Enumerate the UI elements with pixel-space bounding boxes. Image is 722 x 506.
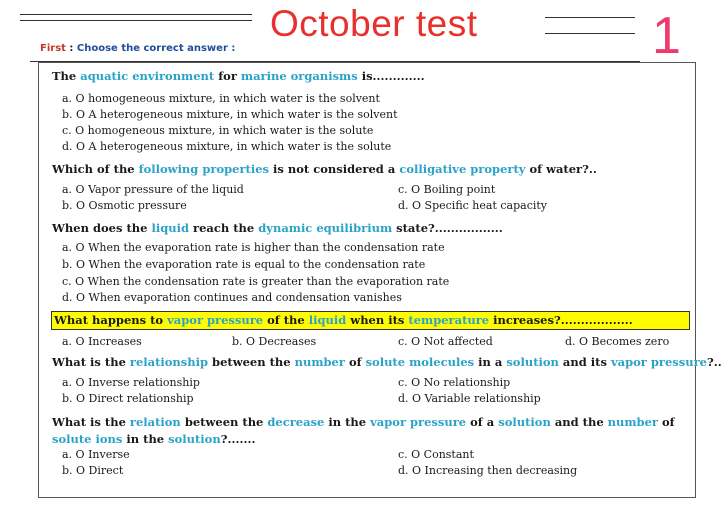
- option-2c[interactable]: c. O Boiling point: [398, 183, 496, 196]
- page-title: October test: [270, 3, 478, 44]
- instruction-first: First: [40, 43, 66, 54]
- header-rule-left: [20, 14, 252, 15]
- option-6d[interactable]: d. O Increasing then decreasing: [398, 464, 578, 477]
- option-1d[interactable]: d. O A heterogeneous mixture, in which water is the solute: [62, 140, 392, 153]
- page-number: 1: [652, 7, 681, 65]
- option-3a[interactable]: a. O When the evaporation rate is higher than the condensation rate: [62, 241, 445, 254]
- question-5: What is the relationship between the number of solute molecules in a solution and its vapor pressure?..: [52, 355, 722, 369]
- option-1b[interactable]: b. O A heterogeneous mixture, in which water is the solvent: [62, 108, 398, 121]
- header-rule-right: [545, 17, 635, 18]
- option-2a[interactable]: a. O Vapor pressure of the liquid: [62, 183, 244, 196]
- header-rule-right: [545, 33, 635, 34]
- option-1a[interactable]: a. O homogeneous mixture, in which water is the solvent: [62, 92, 380, 105]
- option-2b[interactable]: b. O Osmotic pressure: [62, 199, 187, 212]
- option-3c[interactable]: c. O When the condensation rate is greater than the evaporation rate: [62, 275, 450, 288]
- option-6c[interactable]: c. O Constant: [398, 448, 474, 461]
- option-4a[interactable]: a. O Increases: [62, 335, 142, 348]
- question-2: Which of the following properties is not considered a colligative property of water?..: [52, 162, 597, 176]
- option-5b[interactable]: b. O Direct relationship: [62, 392, 194, 405]
- option-6a[interactable]: a. O Inverse: [62, 448, 130, 461]
- option-2d[interactable]: d. O Specific heat capacity: [398, 199, 548, 212]
- option-4c[interactable]: c. O Not affected: [398, 335, 493, 348]
- question-1: The aquatic environment for marine organisms is.............: [52, 69, 425, 83]
- question-4: What happens to vapor pressure of the liquid when its temperature increases?..................: [54, 313, 633, 327]
- header-rule-left: [20, 20, 252, 21]
- option-5d[interactable]: d. O Variable relationship: [398, 392, 541, 405]
- question-6: What is the relation between the decrease in the vapor pressure of a solution and the number of solute ions in the solution?.......: [52, 415, 675, 446]
- option-5a[interactable]: a. O Inverse relationship: [62, 376, 200, 389]
- instruction-text: Choose the correct answer :: [76, 43, 236, 54]
- option-3d[interactable]: d. O When evaporation continues and condensation vanishes: [62, 291, 402, 304]
- option-1c[interactable]: c. O homogeneous mixture, in which water is the solute: [62, 124, 374, 137]
- option-6b[interactable]: b. O Direct: [62, 464, 124, 477]
- option-4d[interactable]: d. O Becomes zero: [565, 335, 670, 348]
- question-3: When does the liquid reach the dynamic equilibrium state?.................: [52, 221, 503, 235]
- instruction-heading: First : Choose the correct answer :: [40, 43, 236, 54]
- option-4b[interactable]: b. O Decreases: [232, 335, 317, 348]
- option-3b[interactable]: b. O When the evaporation rate is equal to the condensation rate: [62, 258, 426, 271]
- option-5c[interactable]: c. O No relationship: [398, 376, 511, 389]
